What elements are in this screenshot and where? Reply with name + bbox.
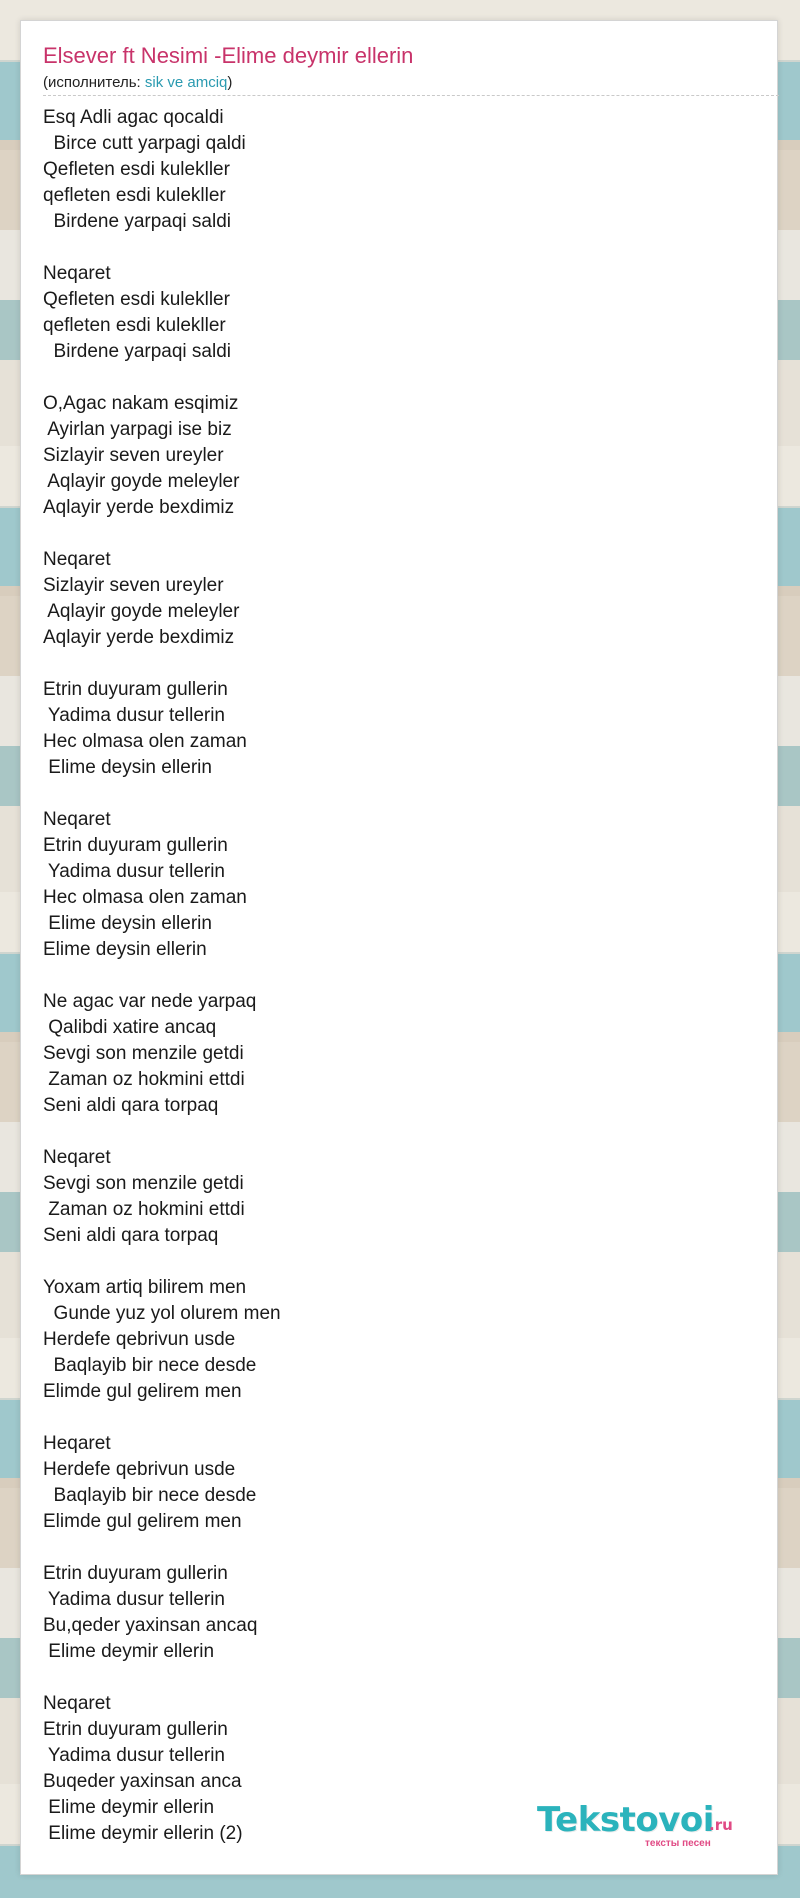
lyric-line: Neqaret: [43, 549, 111, 570]
lyric-line: Sevgi son menzile getdi: [43, 1173, 244, 1194]
lyric-line: [43, 1405, 743, 1431]
lyric-line: Elime deymir ellerin (2): [43, 1823, 243, 1844]
logo-name: Tekstovoi: [537, 1800, 714, 1840]
lyric-line: Neqaret: [43, 263, 111, 284]
performer-prefix: (исполнитель:: [43, 74, 145, 91]
lyric-line: Ayirlan yarpagi ise biz: [43, 419, 232, 440]
lyric-line: Aqlayir goyde meleyler: [43, 601, 240, 622]
lyric-line: Elime deysin ellerin: [43, 913, 212, 934]
lyric-line: [43, 1119, 743, 1145]
lyrics-text: [43, 105, 743, 1847]
lyric-line: Zaman oz hokmini ettdi: [43, 1069, 245, 1090]
lyric-line: Heqaret: [43, 1433, 111, 1454]
lyric-line: Etrin duyuram gullerin: [43, 1563, 228, 1584]
lyric-line: Birdene yarpaqi saldi: [43, 341, 231, 362]
lyric-line: [43, 781, 743, 807]
lyric-line: Neqaret: [43, 1147, 111, 1168]
lyric-line: Qefleten esdi kulekller: [43, 159, 230, 180]
lyric-line: Neqaret: [43, 809, 111, 830]
lyric-line: Yoxam artiq bilirem men: [43, 1277, 247, 1298]
lyric-line: Elime deymir ellerin: [43, 1641, 215, 1662]
lyric-line: [43, 521, 743, 547]
lyric-line: [43, 235, 743, 261]
lyric-line: Etrin duyuram gullerin: [43, 835, 228, 856]
lyrics-card: [20, 20, 778, 1875]
lyric-line: O,Agac nakam esqimiz: [43, 393, 239, 414]
lyric-line: [43, 1535, 743, 1561]
lyric-line: Elime deymir ellerin: [43, 1797, 215, 1818]
performer-line: [43, 74, 232, 91]
site-logo[interactable]: [537, 1800, 747, 1848]
logo-tld: .ru: [709, 1816, 733, 1834]
lyric-line: [43, 963, 743, 989]
lyric-line: Etrin duyuram gullerin: [43, 1719, 228, 1740]
lyric-line: Zaman oz hokmini ettdi: [43, 1199, 245, 1220]
lyric-line: Sizlayir seven ureyler: [43, 445, 224, 466]
lyric-line: Gunde yuz yol olurem men: [43, 1303, 281, 1324]
lyric-line: qefleten esdi kulekller: [43, 185, 226, 206]
lyric-line: [43, 365, 743, 391]
lyric-line: Herdefe qebrivun usde: [43, 1459, 236, 1480]
lyric-line: Herdefe qebrivun usde: [43, 1329, 236, 1350]
lyric-line: [43, 651, 743, 677]
lyric-line: Ne agac var nede yarpaq: [43, 991, 257, 1012]
lyric-line: Aqlayir yerde bexdimiz: [43, 497, 235, 518]
performer-suffix: ): [227, 74, 233, 91]
lyric-line: Hec olmasa olen zaman: [43, 887, 247, 908]
lyric-line: Bu,qeder yaxinsan ancaq: [43, 1615, 258, 1636]
lyric-line: [43, 1665, 743, 1691]
lyric-line: Qefleten esdi kulekller: [43, 289, 230, 310]
lyric-line: Yadima dusur tellerin: [43, 705, 226, 726]
lyric-line: Elimde gul gelirem men: [43, 1381, 242, 1402]
title-divider: [43, 95, 779, 96]
performer-link[interactable]: sik ve amciq: [144, 74, 228, 91]
lyric-line: Birce cutt yarpagi qaldi: [43, 133, 246, 154]
lyric-line: Yadima dusur tellerin: [43, 1589, 226, 1610]
logo-tagline: тексты песен: [645, 1838, 711, 1849]
lyric-line: Neqaret: [43, 1693, 111, 1714]
lyric-line: Seni aldi qara torpaq: [43, 1095, 219, 1116]
lyric-line: Esq Adli agac qocaldi: [43, 107, 224, 128]
lyric-line: qefleten esdi kulekller: [43, 315, 226, 336]
lyric-line: Elime deysin ellerin: [43, 939, 207, 960]
lyric-line: Elimde gul gelirem men: [43, 1511, 242, 1532]
lyric-line: Yadima dusur tellerin: [43, 861, 226, 882]
lyric-line: Baqlayib bir nece desde: [43, 1485, 257, 1506]
lyric-line: [43, 1249, 743, 1275]
lyric-line: Qalibdi xatire ancaq: [43, 1017, 217, 1038]
lyric-line: Sevgi son menzile getdi: [43, 1043, 244, 1064]
lyric-line: Baqlayib bir nece desde: [43, 1355, 257, 1376]
lyric-line: Etrin duyuram gullerin: [43, 679, 228, 700]
lyric-line: Aqlayir yerde bexdimiz: [43, 627, 235, 648]
lyric-line: Hec olmasa olen zaman: [43, 731, 247, 752]
song-title: Elsever ft Nesimi -Elime deymir ellerin: [43, 43, 414, 68]
lyric-line: Birdene yarpaqi saldi: [43, 211, 231, 232]
lyric-line: Sizlayir seven ureyler: [43, 575, 224, 596]
lyric-line: Yadima dusur tellerin: [43, 1745, 226, 1766]
lyric-line: Seni aldi qara torpaq: [43, 1225, 219, 1246]
lyric-line: Buqeder yaxinsan anca: [43, 1771, 242, 1792]
lyric-line: Aqlayir goyde meleyler: [43, 471, 240, 492]
lyric-line: Elime deysin ellerin: [43, 757, 212, 778]
